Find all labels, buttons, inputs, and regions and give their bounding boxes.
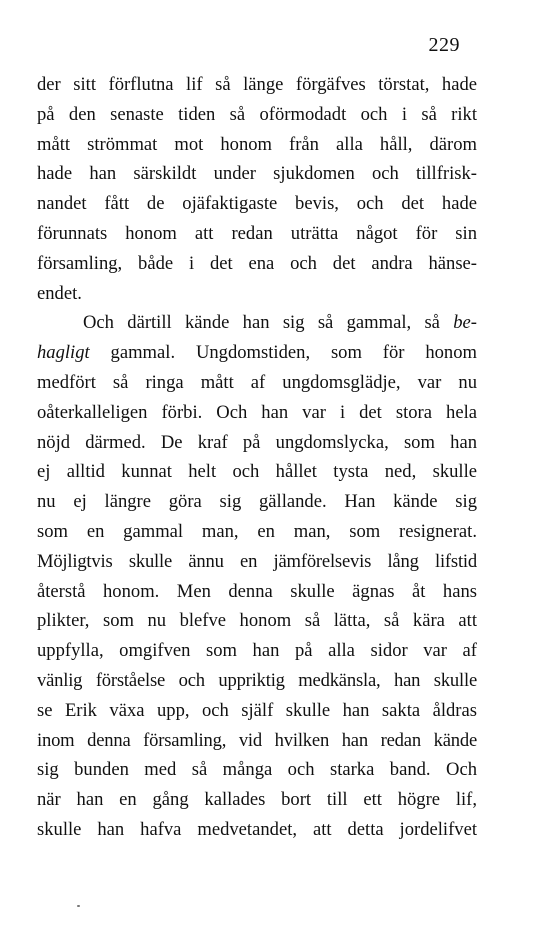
text-line: medfört så ringa mått af ungdomsglädje, var nu [37,371,477,393]
text-line: uppfylla, omgifven som han på alla sidor var af [37,640,477,662]
text-line: sig bunden med så många och starka band. Och [37,759,477,781]
text-line: inom denna församling, vid hvilken han redan kände [37,729,477,751]
text-line: vänlig förståelse och uppriktig medkänsla, han skulle [37,669,477,691]
text-line: Möjligtvis skulle ännu en jämförelsevis lång lifstid [37,550,477,572]
italic-segment: hagligt [37,342,90,364]
text-line: när han en gång kallades bort till ett högre lif, [37,789,477,811]
text-line: återstå honom. Men denna skulle ägnas åt hans [37,580,477,602]
text-line: oåterkalleligen förbi. Och han var i det stora hela [37,401,477,423]
italic-segment: be- [453,312,477,334]
text-line: som en gammal man, en man, som resignerat. [37,520,477,542]
text-line: mått strömmat mot honom från alla håll, därom [37,133,477,155]
page-number: 229 [428,34,460,56]
text-line: förunnats honom att redan uträtta något för sin [37,222,477,244]
text-line: ej alltid kunnat helt och hållet tysta ned, skulle [37,461,477,483]
body-text [37,70,477,845]
text-line: nandet fått de ojäfaktigaste bevis, och det hade [37,193,477,215]
text-line: skulle han hafva medvetandet, att detta jordelifvet [37,818,477,840]
text-line: plikter, som nu blefve honom så lätta, så kära att [37,610,477,632]
text-line: se Erik växa upp, och själf skulle han sakta åldras [37,699,477,721]
text-line: på den senaste tiden så oförmodadt och i så rikt [37,103,477,125]
text-segment: Och därtill kände han sig så gammal, så [83,312,440,334]
text-line: der sitt förflutna lif så länge förgäfves törstat, hade [37,74,477,95]
text-line: nu ej längre göra sig gällande. Han kände sig [37,491,477,513]
text-line: nöjd därmed. De kraf på ungdomslycka, som han [37,431,477,453]
text-line: församling, både i det ena och det andra hänse- [37,252,477,274]
text-line [37,338,477,368]
text-line: hade han särskildt under sjukdomen och tillfrisk- [37,163,477,185]
paper-speck [77,905,80,907]
text-segment: gammal. Ungdomstiden, som för honom [110,342,477,364]
text-line [37,308,477,338]
text-line: endet. [37,282,82,304]
